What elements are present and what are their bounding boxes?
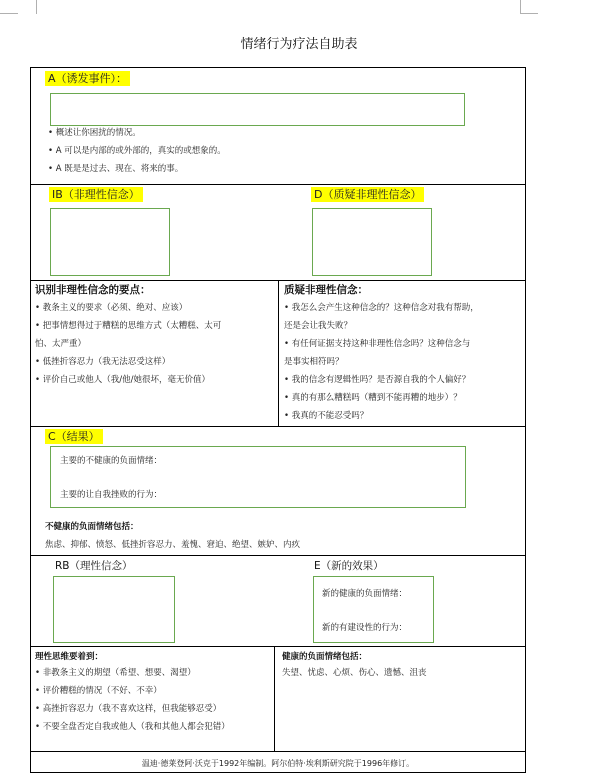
e-label: E（新的效果）: [314, 560, 384, 572]
page-corner-mark: [520, 13, 538, 14]
row-divider: [31, 426, 525, 427]
worksheet-table: [30, 67, 526, 773]
column-divider: [278, 280, 279, 426]
section-a-note: • A 既是是过去、现在、将来的事。: [48, 164, 184, 174]
section-a-input-box[interactable]: [50, 93, 465, 126]
new-healthy-emotion-prompt: 新的健康的负面情绪：: [322, 589, 408, 599]
d-input-box[interactable]: [312, 208, 432, 276]
unhealthy-emotions-heading: 不健康的负面情绪包括：: [45, 522, 139, 532]
new-constructive-behavior-prompt: 新的有建设性的行为：: [322, 623, 408, 633]
identify-line: • 评价自己或他人（我/他/她很坏，毫无价值）: [35, 375, 210, 385]
row-divider: [31, 555, 525, 556]
identify-heading: 识别非理性信念的要点：: [35, 284, 151, 296]
rational-line: • 不要全盘否定自我或他人（我和其他人都会犯错）: [35, 722, 230, 732]
rb-input-box[interactable]: [53, 576, 175, 643]
identify-line: • 教条主义的要求（必须、绝对、应该）: [35, 303, 188, 313]
section-a-label: A（诱发事件）：: [45, 71, 130, 86]
row-divider: [31, 751, 525, 752]
unhealthy-emotions-list: 焦虑、抑郁、愤怒、低挫折容忍力、羞愧、窘迫、绝望、嫉妒、内疚: [45, 540, 301, 550]
healthy-emotions-heading: 健康的负面情绪包括：: [282, 652, 368, 662]
dispute-line: • 我怎么会产生这种信念的？这种信念对我有帮助，: [284, 303, 479, 313]
dispute-heading: 质疑非理性信念：: [284, 284, 368, 296]
page-title: 情绪行为疗法自助表: [240, 37, 358, 52]
ib-label: IB（非理性信念）: [49, 187, 143, 202]
rational-line: • 非教条主义的期望（希望、想要、渴望）: [35, 668, 196, 678]
page-corner-mark: [18, 0, 37, 14]
footer-credit: 温迪·德莱登阿·沃克于1992年编制。阿尔伯特·埃利斯研究院于1996年修订。: [141, 759, 415, 768]
identify-line: • 把事情想得过于糟糕的思维方式（太糟糕、太可: [35, 321, 222, 331]
section-a-note: • A 可以是内部的或外部的，真实的或想象的。: [48, 146, 226, 156]
page-corner-mark: [520, 0, 539, 14]
row-divider: [31, 646, 525, 647]
dispute-line: 是事实相符吗？: [284, 357, 344, 367]
dispute-line: • 我的信念有逻辑性吗？是否源自我的个人偏好？: [284, 375, 471, 385]
d-label: D（质疑非理性信念）: [311, 187, 424, 202]
dispute-line: 还是会让我失败？: [284, 321, 353, 331]
rational-heading: 理性思维要着到：: [35, 652, 104, 662]
column-divider: [274, 646, 275, 751]
identify-line: • 低挫折容忍力（我无法忍受这样）: [35, 357, 171, 367]
section-c-label: C（结果）: [45, 429, 103, 444]
page-corner-mark: [0, 13, 18, 14]
ib-input-box[interactable]: [50, 208, 170, 276]
dispute-line: • 有任何证据支持这种非理性信念吗？这种信念与: [284, 339, 471, 349]
dispute-line: • 我真的不能忍受吗？: [284, 411, 369, 421]
rational-line: • 评价糟糕的情况（不好、不幸）: [35, 686, 162, 696]
healthy-emotions-list: 失望、忧虑、心烦、伤心、遗憾、沮丧: [282, 668, 427, 678]
identify-line: 怕、太严重）: [35, 339, 87, 349]
section-a-note: • 概述让你困扰的情况。: [48, 128, 141, 138]
rb-label: RB（理性信念）: [55, 560, 133, 572]
unhealthy-emotion-prompt: 主要的不健康的负面情绪：: [60, 456, 163, 466]
dispute-line: • 真的有那么糟糕吗（糟到不能再糟的地步）？: [284, 393, 462, 403]
row-divider: [31, 184, 525, 185]
self-defeating-behavior-prompt: 主要的让自我挫败的行为：: [60, 490, 163, 500]
rational-line: • 高挫折容忍力（我不喜欢这样，但我能够忍受）: [35, 704, 222, 714]
